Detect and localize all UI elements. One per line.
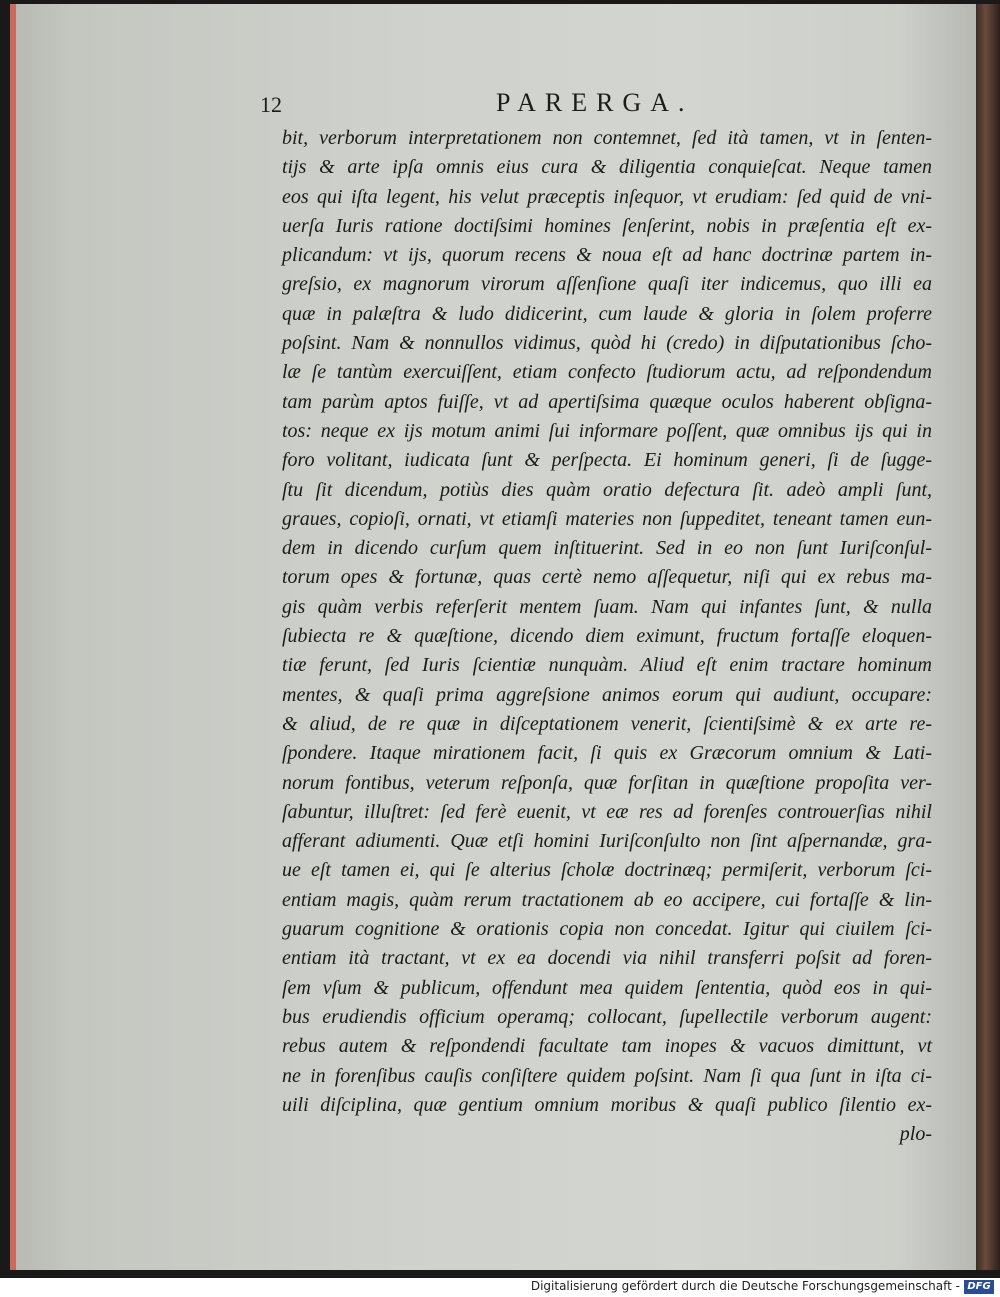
text-line: tam parùm aptos fuiſſe, vt ad apertiſsima quæque oculos haberent obſigna- [282,390,932,413]
text-line: dem in dicendo curſum quem inſtituerint. Sed in eo non ſunt Iuriſconſul- [282,537,932,560]
page-binding-edge [976,4,1000,1270]
text-line: rebus autem & reſpondendi facultate tam inopes & vacuos dimittunt, vt [282,1035,932,1058]
text-line: poſsint. Nam & nonnullos vidimus, quòd hi (credo) in diſputationibus ſcho- [282,332,932,355]
text-line: eos qui iſta legent, his velut præceptis inſequor, vt erudiam: ſed quid de vni- [282,185,932,208]
text-line: ſtu ſit dicendum, potiùs dies quàm oratio defectura ſit. adeò ampli ſunt, [282,478,932,501]
text-line: entiam ità tractant, vt ex ea docendi via nihil transferri poſsit ad foren- [282,947,932,970]
page-header [260,88,940,124]
text-line: entiam magis, quàm rerum tractationem ab eo accipere, cui fortaſſe & lin- [282,888,932,911]
text-line: quæ in palæſtra & ludo didicerint, cum laude & gloria in ſolem proferre [282,302,932,325]
text-line: graues, copioſi, ornati, vt etiamſi materies non ſuppeditet, teneant tamen eun- [282,507,932,530]
text-line: & aliud, de re quæ in diſceptationem venerit, ſcientiſsimè & ex arte re- [282,712,932,735]
text-line: bit, verborum interpretationem non contemnet, ſed ità tamen, vt in ſenten- [282,127,932,149]
text-line: plicandum: vt ijs, quorum recens & noua eſt ad hanc doctrinæ partem in- [282,244,932,267]
text-line: ne in forenſibus cauſis conſiſtere quidem poſsint. Nam ſi qua ſunt in iſta ci- [282,1064,932,1087]
text-line: uerſa Iuris ratione doctiſsimi homines ſenſerint, nobis in præſentia eſt ex- [282,214,932,237]
text-line: uili diſciplina, quæ gentium omnium moribus & quaſi publico ſilentio ex- [282,1093,932,1116]
text-line: ſabuntur, illuſtret: ſed ferè euenit, vt eæ res ad forenſes controuerſias nihil [282,800,932,823]
text-line: greſsio, ex magnorum virorum aſſenſione quaſi iter indicemus, quo illi ea [282,273,932,296]
dfg-logo: DFG [964,1280,994,1294]
text-line: mentes, & quaſi prima aggreſsione animos eorum qui audiunt, occupare: [282,683,932,706]
digitization-credit: Digitalisierung gefördert durch die Deutsche Forschungsgemeinschaft - [530,1279,960,1293]
text-line: gis quàm verbis referſerit mentem ſuam. Nam qui infantes ſunt, & nulla [282,595,932,618]
text-line: foro volitant, iudicata ſunt & perſpecta. Ei hominum generi, ſi de ſugge- [282,449,932,472]
text-line: læ ſe tantùm exercuiſſent, etiam confecto ſtudiorum actu, ad reſpondendum [282,361,932,384]
text-line: plo- [899,1123,932,1146]
text-line: afferant adiumenti. Quæ etſi homini Iuriſconſulto non ſint aſpernandæ, gra- [282,830,932,853]
text-line: tos: neque ex ijs motum animi ſui informare poſſent, quæ omnibus ijs qui in [282,419,932,442]
text-line: torum opes & fortunæ, quas certè nemo aſſequetur, niſi qui ex rebus ma- [282,566,932,589]
running-head: PARERGA. [496,88,694,117]
body-text [282,124,932,1149]
text-line: ue eſt tamen ei, qui ſe alterius ſcholæ doctrinæq; permiſerit, verborum ſci- [282,859,932,882]
text-line: norum fontibus, veterum reſponſa, quæ forſitan in quæſtione propoſita ver- [282,771,932,794]
text-line: ſpondere. Itaque mirationem facit, ſi quis ex Græcorum omnium & Lati- [282,742,932,765]
text-line: ſem vſum & publicum, offendunt mea quidem ſententia, quòd eos in qui- [282,976,932,999]
page-number: 12 [260,92,282,117]
text-line: tijs & arte ipſa omnis eius cura & diligentia conquieſcat. Neque tamen [282,156,932,179]
text-line: guarum cognitione & orationis copia non concedat. Igitur qui ciuilem ſci- [282,918,932,941]
text-line: tiæ ferunt, ſed Iuris ſcientiæ nunquàm. Aliud eſt enim tractare hominum [282,654,932,677]
text-line: bus erudiendis officium operamq; collocant, ſupellectile verborum augent: [282,1005,932,1028]
footer-bar [0,1278,1000,1297]
text-line: ſubiecta re & quæſtione, dicendo diem eximunt, fructum fortaſſe eloquen- [282,625,932,648]
